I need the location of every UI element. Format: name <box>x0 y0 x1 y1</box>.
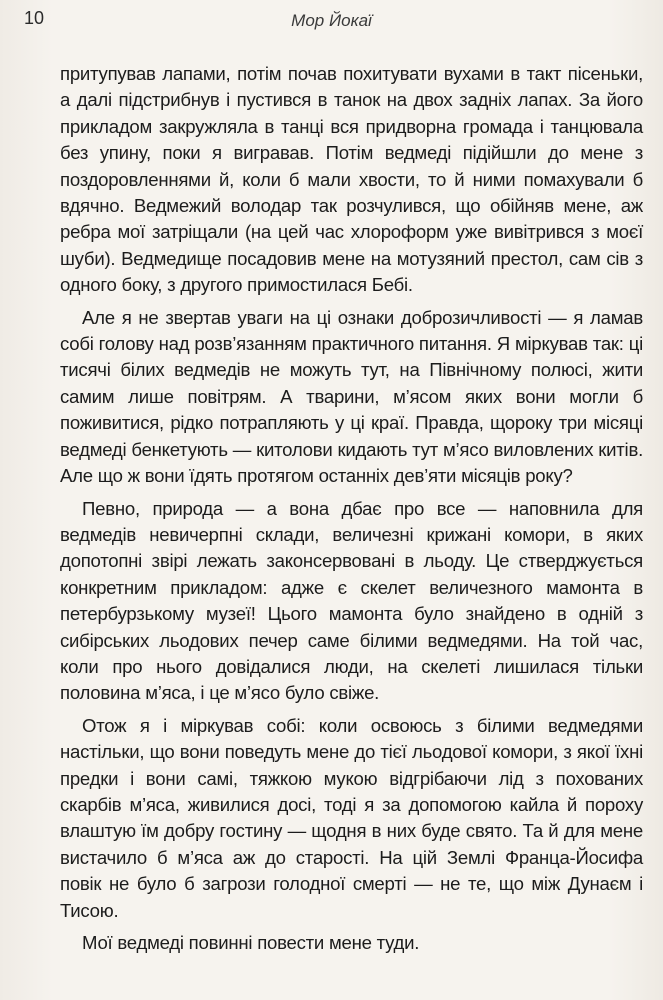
paragraph-5: Мої ведмеді повинні повести мене туди. <box>82 932 420 953</box>
paragraph-3: Певно, природа — а вона дбає про все — наповнила для ведмедів невичерпні склади, величезні крижані комори, в яких допотопні звірі лежать законсервовані в льоду. Це стверджується конкретним прикладом: адже є скелет величезного мамонта в петербурзькому музеї! Цього мамонта було знайдено в одній з сибірських льодових печер саме білими ведмедями. На той час, коли про нього довідалися люди, на скелеті лишилася тільки половина м’яса, і це м’ясо було свіже. <box>60 497 643 704</box>
paragraph-1: притупував лапами, потім почав похитувати вухами в такт пісеньки, а далі підстрибнув і пустився в танок на двох задніх лапах. За його прикладом закружляла в танці вся придворна громада і танцювала без упину, поки я вигравав. Потім ведмеді підійшли до мене з поздоровленнями й, коли б мали хвости, то й ними помахували б вдячно. Ведмежий володар так розчулився, що обійняв мене, аж ребра мої затріщали (на цей час хлороформ уже вивітрився з моєї шуби). Ведмедище посадовив мене на мотузяний престол, сам сів з одного боку, з другого примостилася Бебі. <box>60 63 643 296</box>
page-number: 10 <box>24 8 45 28</box>
running-title: Мор Йокаї <box>291 11 372 30</box>
paragraph-4: Отож я і міркував собі: коли освоюсь з білими ведмедями настільки, що вони поведуть мене до тієї льодової комори, з якої їхні предки і вони самі, тяжкою мукою відгрібаючи лід з похованих скарбів м’яса, живилися досі, тоді я за допомогою кайла й пороху влаштую їм добру гостину — щодня в них буде свято. Та й для мене вистачило б м’яса аж до старості. На цій Землі Франца-Йосифа повік не було б загрози голодної смерті — не те, що між Дунаєм і Тисою. <box>60 714 643 921</box>
paragraph-2: Але я не звертав уваги на ці ознаки доброзичливості — я ламав собі голову над розв’язанням практичного питання. Я міркував так: ці тисячі білих ведмедів не можуть тут, на Північному полюсі, жити самим лише повітрям. А тварини, м’ясом яких вони могли б поживитися, рідко потрапляють у ці краї. Правда, щороку три місяці ведмеді бенкетують — китолови кидають тут м’ясо виловлених китів. Але що ж вони їдять протягом останніх дев’яти місяців року? <box>60 306 643 487</box>
body-text <box>60 61 643 962</box>
